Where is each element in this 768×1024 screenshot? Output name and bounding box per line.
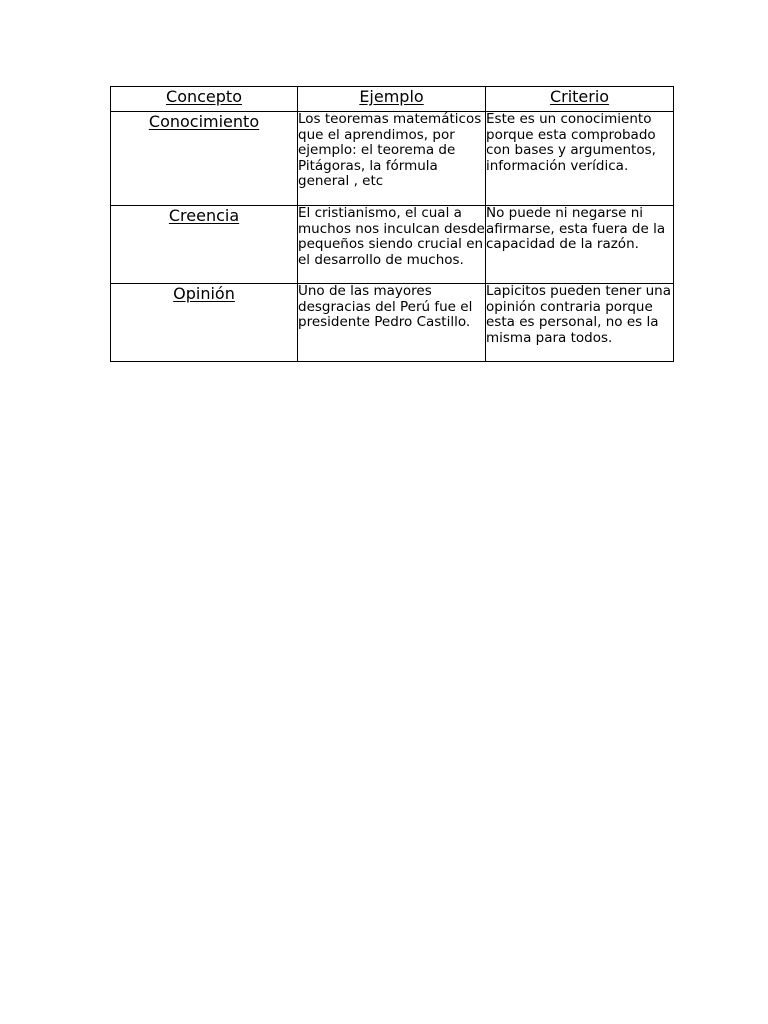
concept-label: Conocimiento <box>148 112 260 131</box>
table-row <box>111 284 674 362</box>
header-concepto <box>111 87 298 112</box>
example-cell: Uno de las mayores desgracias del Perú fue el presidente Pedro Castillo. <box>298 284 486 362</box>
header-ejemplo-label: Ejemplo <box>359 87 424 106</box>
concept-label: Creencia <box>168 206 240 225</box>
header-criterio <box>486 87 674 112</box>
header-ejemplo <box>298 87 486 112</box>
table-row <box>111 206 674 284</box>
header-criterio-label: Criterio <box>549 87 610 106</box>
criterion-cell: Lapicitos pueden tener una opinión contraria porque esta es personal, no es la misma para todos. <box>486 284 674 362</box>
example-cell: El cristianismo, el cual a muchos nos inculcan desde pequeños siendo crucial en el desarrollo de muchos. <box>298 206 486 284</box>
example-cell: Los teoremas matemáticos que el aprendimos, por ejemplo: el teorema de Pitágoras, la fórmula general , etc <box>298 112 486 206</box>
table-row <box>111 112 674 206</box>
table-header-row <box>111 87 674 112</box>
header-concepto-label: Concepto <box>166 87 242 106</box>
criterion-cell: Este es un conocimiento porque esta comprobado con bases y argumentos, información verídica. <box>486 112 674 206</box>
concept-table <box>110 86 674 362</box>
concept-cell <box>111 206 298 284</box>
criterion-cell: No puede ni negarse ni afirmarse, esta fuera de la capacidad de la razón. <box>486 206 674 284</box>
concept-cell <box>111 112 298 206</box>
concept-cell <box>111 284 298 362</box>
concept-label: Opinión <box>173 284 235 303</box>
